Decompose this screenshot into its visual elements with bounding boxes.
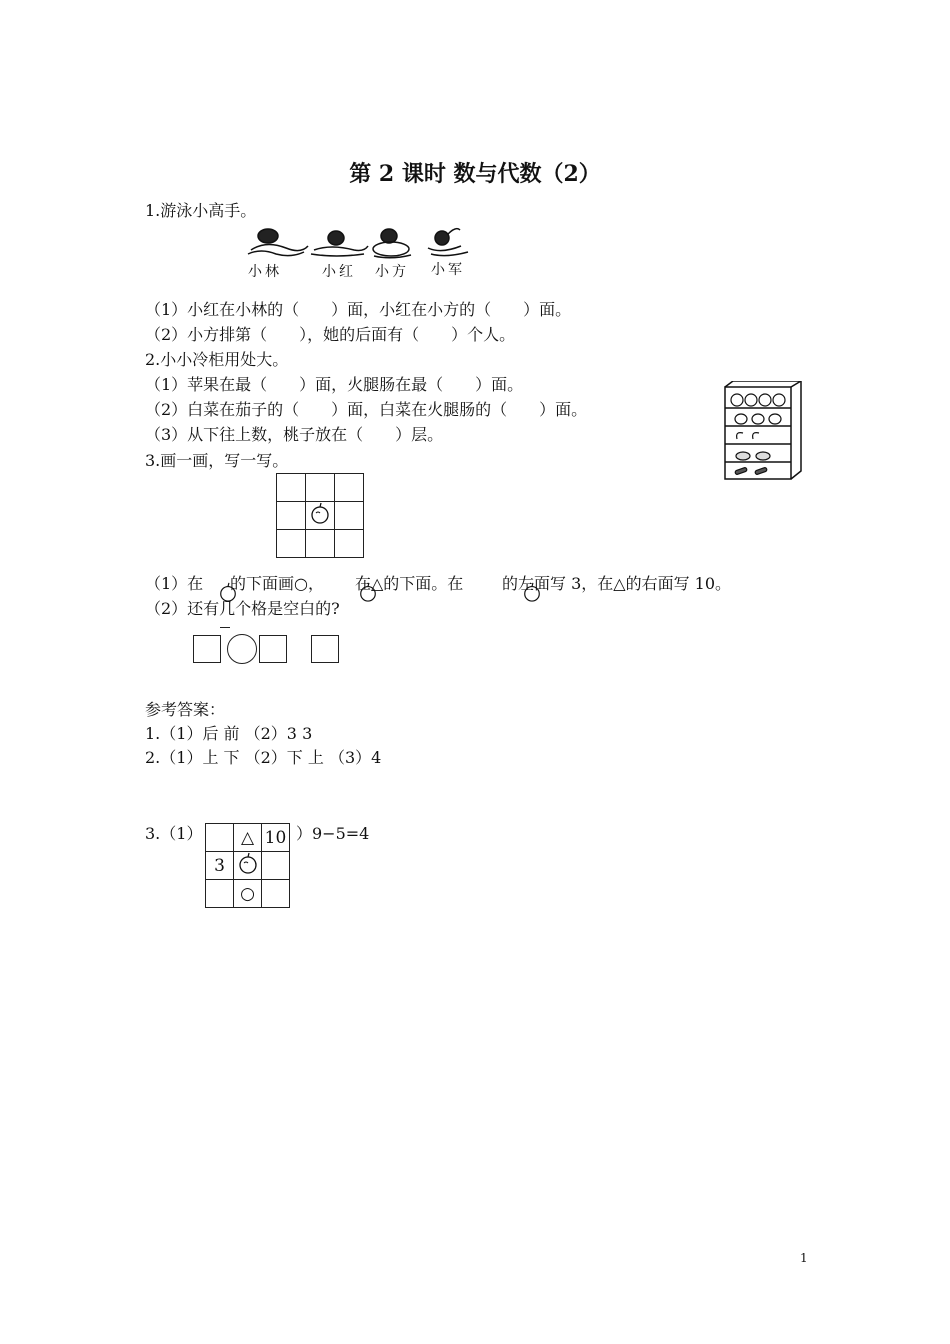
q1-heading: 1.游泳小高手。 [145,201,257,220]
q1-sub2: （2）小方排第（ ），她的后面有（ ）个人。 [145,325,516,344]
q1-sub1: （1）小红在小林的（ ）面，小红在小方的（ ）面。 [145,300,572,319]
minus-sign [220,627,230,629]
answer-box [193,635,221,663]
answers-heading: 参考答案： [145,700,226,719]
swimmer-xiaofang-icon [373,229,411,258]
fridge-shelf-illustration [723,381,803,481]
apple-row-icon [731,394,785,406]
q3-sub1-part-a: （1）在 [145,574,204,593]
q2-heading: 2.小小冷柜用处大。 [145,350,289,369]
grid-cell [277,474,306,502]
grid-cell [335,530,364,558]
answer-1: 1.（1）后 前 （2）3 3 [145,724,313,743]
answer-box [259,635,287,663]
grid-cell [306,474,335,502]
q2-sub2: （2）白菜在茄子的（ ）面，白菜在火腿肠的（ ）面。 [145,400,588,419]
grid-cell-ten: 10 [262,824,290,852]
grid-cell [306,530,335,558]
grid-cell [277,502,306,530]
grid-cell [206,824,234,852]
grid-cell [262,880,290,908]
q3-heading: 3.画一画，写一写。 [145,451,289,470]
q2-sub1: （1）苹果在最（ ）面，火腿肠在最（ ）面。 [145,375,524,394]
answer-3-prefix: 3.（1） [145,824,203,843]
name-xiaojun: 小军 [431,262,465,278]
grid-cell-apple [306,502,335,530]
sausage-row-icon [735,467,768,475]
grid-cell [206,880,234,908]
answer-circle [227,634,257,664]
page-title: 第 2 课时 数与代数（2） [349,161,601,187]
answer-3-grid [205,823,290,908]
peach-row-icon [735,414,781,424]
apple-icon [309,502,331,524]
swimmer-xiaohong-icon [311,231,368,256]
name-xiaofang: 小方 [375,264,409,280]
eggplant-row-icon [737,433,759,439]
grid-cell [335,474,364,502]
answer-box [311,635,339,663]
grid-cell-three: 3 [206,852,234,880]
page-number: 1 [800,1251,808,1265]
grid-cell-triangle: △ [234,824,262,852]
q3-sub1-part-b: 的下面画○， [230,574,324,593]
q3-sub2: （2）还有几个格是空白的? [145,599,340,618]
q2-sub3: （3）从下往上数，桃子放在（ ）层。 [145,425,444,444]
name-xiaolin: 小林 [248,264,282,280]
grid-cell-apple [234,852,262,880]
q3-sub1-part-d: 的左面写 3，在△的右面写 10。 [502,574,732,593]
answer-3-suffix: ）9−5=4 [296,824,370,843]
swimmers-illustration [246,224,476,264]
grid-cell [262,852,290,880]
apple-icon [237,852,259,874]
grid-cell [335,502,364,530]
q3-sub1-part-c: 在△的下面。在 [355,574,464,593]
swimmer-xiaolin-icon [248,229,308,256]
name-xiaohong: 小红 [322,264,356,280]
grid-cell-circle: ○ [234,880,262,908]
answer-2: 2.（1）上 下 （2）下 上 （3）4 [145,748,382,767]
q3-grid [276,473,364,558]
swimmer-xiaojun-icon [428,229,468,256]
cabbage-row-icon [736,452,770,460]
grid-cell [277,530,306,558]
